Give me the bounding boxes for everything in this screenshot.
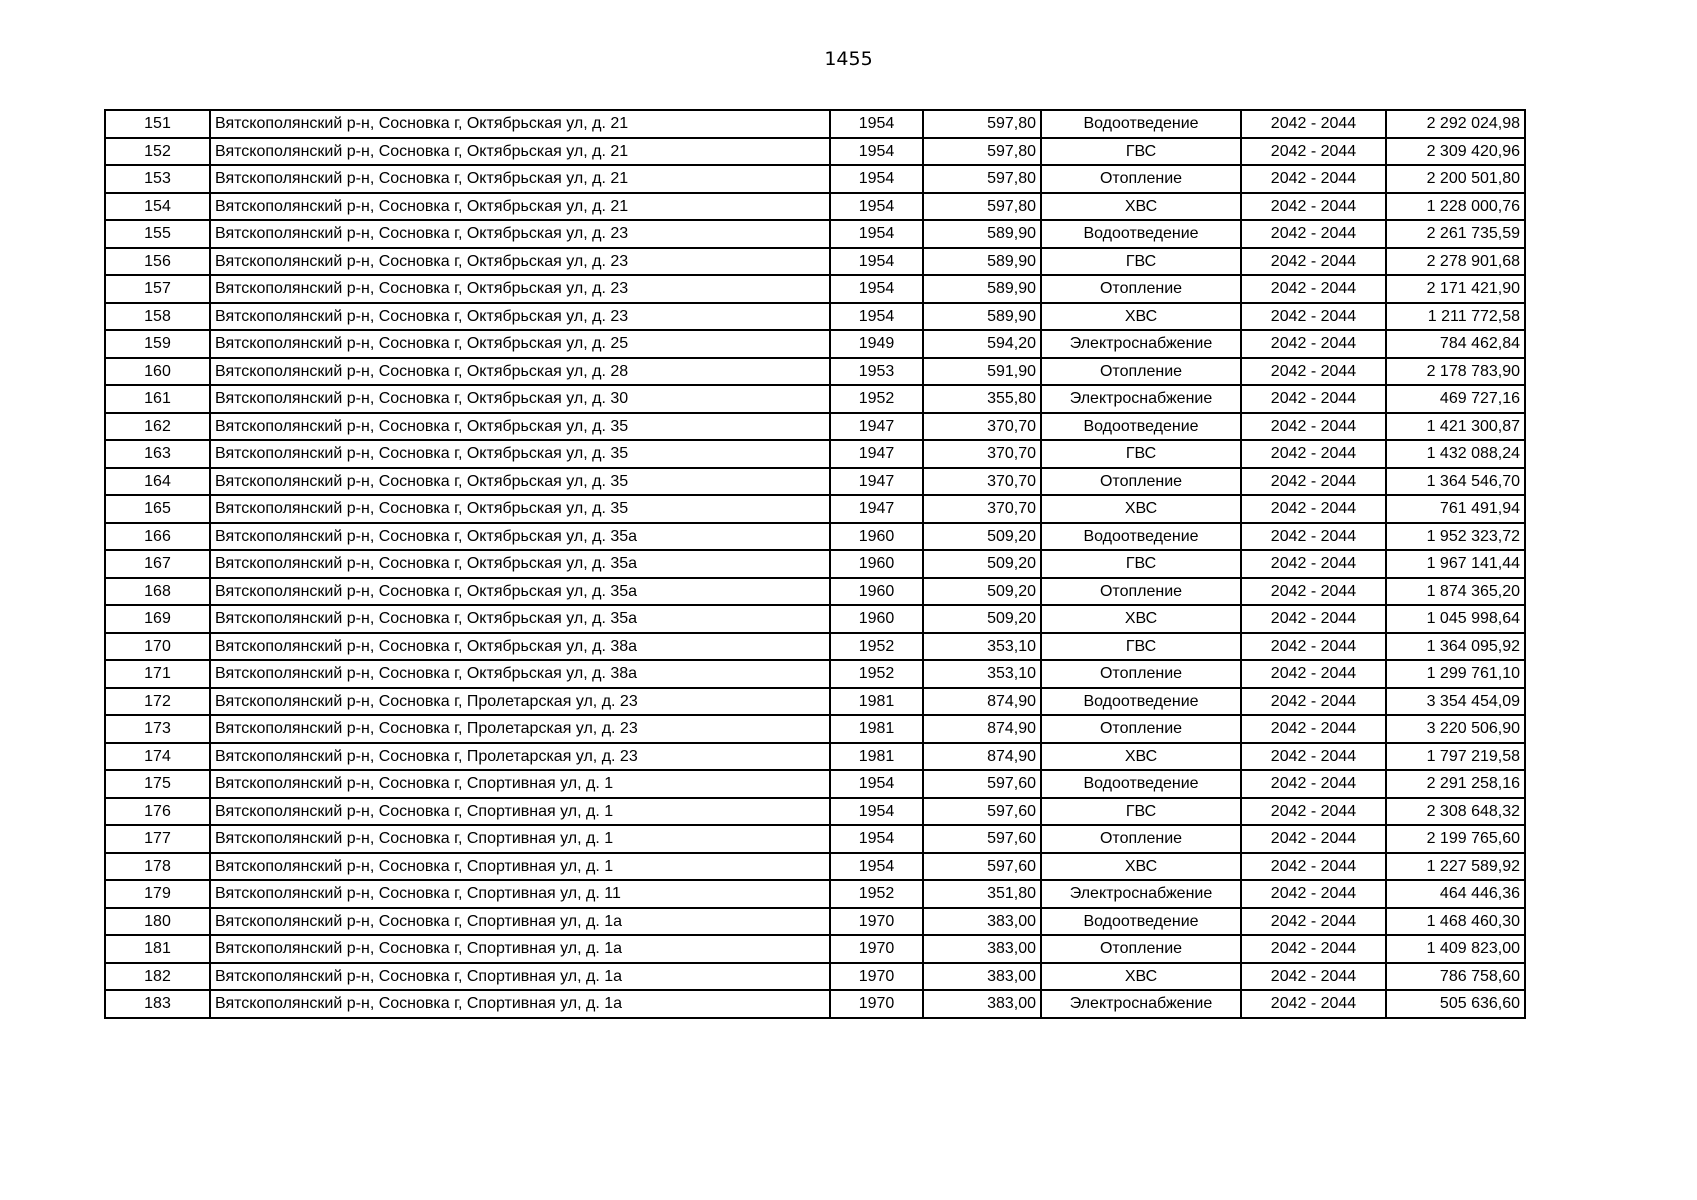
build-year-cell: 1954 <box>830 825 923 853</box>
period-cell: 2042 - 2044 <box>1241 935 1386 963</box>
table-row <box>105 880 1525 908</box>
build-year-cell: 1954 <box>830 303 923 331</box>
cost-cell: 1 874 365,20 <box>1386 578 1525 606</box>
table-row <box>105 303 1525 331</box>
row-number-cell: 167 <box>105 550 210 578</box>
period-cell: 2042 - 2044 <box>1241 413 1386 441</box>
period-cell: 2042 - 2044 <box>1241 303 1386 331</box>
build-year-cell: 1954 <box>830 220 923 248</box>
work-type-cell: ХВС <box>1041 743 1241 771</box>
address-cell: Вятскополянский р-н, Сосновка г, Спортивная ул, д. 1а <box>210 963 830 991</box>
work-type-cell: Водоотведение <box>1041 413 1241 441</box>
address-cell: Вятскополянский р-н, Сосновка г, Пролетарская ул, д. 23 <box>210 688 830 716</box>
area-cell: 597,80 <box>923 138 1041 166</box>
build-year-cell: 1970 <box>830 908 923 936</box>
table-row <box>105 165 1525 193</box>
row-number-cell: 182 <box>105 963 210 991</box>
table-row <box>105 825 1525 853</box>
table-row <box>105 990 1525 1018</box>
area-cell: 597,80 <box>923 110 1041 138</box>
page-number: 1455 <box>824 48 873 70</box>
period-cell: 2042 - 2044 <box>1241 440 1386 468</box>
build-year-cell: 1954 <box>830 248 923 276</box>
table-row <box>105 413 1525 441</box>
build-year-cell: 1970 <box>830 990 923 1018</box>
address-cell: Вятскополянский р-н, Сосновка г, Октябрьская ул, д. 21 <box>210 110 830 138</box>
period-cell: 2042 - 2044 <box>1241 798 1386 826</box>
period-cell: 2042 - 2044 <box>1241 165 1386 193</box>
area-cell: 589,90 <box>923 248 1041 276</box>
build-year-cell: 1952 <box>830 880 923 908</box>
address-cell: Вятскополянский р-н, Сосновка г, Октябрьская ул, д. 21 <box>210 165 830 193</box>
address-cell: Вятскополянский р-н, Сосновка г, Пролетарская ул, д. 23 <box>210 715 830 743</box>
area-cell: 353,10 <box>923 660 1041 688</box>
cost-cell: 786 758,60 <box>1386 963 1525 991</box>
period-cell: 2042 - 2044 <box>1241 688 1386 716</box>
address-cell: Вятскополянский р-н, Сосновка г, Спортивная ул, д. 1 <box>210 853 830 881</box>
cost-cell: 2 292 024,98 <box>1386 110 1525 138</box>
cost-cell: 1 364 546,70 <box>1386 468 1525 496</box>
cost-cell: 2 261 735,59 <box>1386 220 1525 248</box>
area-cell: 589,90 <box>923 303 1041 331</box>
row-number-cell: 174 <box>105 743 210 771</box>
period-cell: 2042 - 2044 <box>1241 963 1386 991</box>
build-year-cell: 1952 <box>830 660 923 688</box>
work-type-cell: ХВС <box>1041 853 1241 881</box>
table-row <box>105 440 1525 468</box>
cost-cell: 2 278 901,68 <box>1386 248 1525 276</box>
area-cell: 591,90 <box>923 358 1041 386</box>
period-cell: 2042 - 2044 <box>1241 908 1386 936</box>
cost-cell: 3 354 454,09 <box>1386 688 1525 716</box>
build-year-cell: 1954 <box>830 798 923 826</box>
build-year-cell: 1954 <box>830 165 923 193</box>
area-cell: 370,70 <box>923 413 1041 441</box>
period-cell: 2042 - 2044 <box>1241 358 1386 386</box>
work-type-cell: Водоотведение <box>1041 523 1241 551</box>
address-cell: Вятскополянский р-н, Сосновка г, Октябрьская ул, д. 35 <box>210 440 830 468</box>
cost-cell: 2 178 783,90 <box>1386 358 1525 386</box>
row-number-cell: 158 <box>105 303 210 331</box>
build-year-cell: 1954 <box>830 275 923 303</box>
table-row <box>105 688 1525 716</box>
period-cell: 2042 - 2044 <box>1241 605 1386 633</box>
period-cell: 2042 - 2044 <box>1241 990 1386 1018</box>
cost-cell: 1 211 772,58 <box>1386 303 1525 331</box>
build-year-cell: 1952 <box>830 633 923 661</box>
work-type-cell: ГВС <box>1041 138 1241 166</box>
area-cell: 509,20 <box>923 550 1041 578</box>
cost-cell: 1 421 300,87 <box>1386 413 1525 441</box>
row-number-cell: 154 <box>105 193 210 221</box>
area-cell: 597,60 <box>923 825 1041 853</box>
address-cell: Вятскополянский р-н, Сосновка г, Октябрьская ул, д. 25 <box>210 330 830 358</box>
row-number-cell: 183 <box>105 990 210 1018</box>
table-row <box>105 798 1525 826</box>
address-cell: Вятскополянский р-н, Сосновка г, Октябрьская ул, д. 21 <box>210 193 830 221</box>
row-number-cell: 169 <box>105 605 210 633</box>
cost-cell: 2 309 420,96 <box>1386 138 1525 166</box>
cost-cell: 1 967 141,44 <box>1386 550 1525 578</box>
period-cell: 2042 - 2044 <box>1241 495 1386 523</box>
area-cell: 597,60 <box>923 770 1041 798</box>
period-cell: 2042 - 2044 <box>1241 660 1386 688</box>
cost-cell: 1 952 323,72 <box>1386 523 1525 551</box>
period-cell: 2042 - 2044 <box>1241 880 1386 908</box>
address-cell: Вятскополянский р-н, Сосновка г, Спортивная ул, д. 11 <box>210 880 830 908</box>
table-row <box>105 220 1525 248</box>
build-year-cell: 1981 <box>830 743 923 771</box>
area-cell: 594,20 <box>923 330 1041 358</box>
build-year-cell: 1970 <box>830 935 923 963</box>
period-cell: 2042 - 2044 <box>1241 550 1386 578</box>
cost-cell: 1 797 219,58 <box>1386 743 1525 771</box>
area-cell: 589,90 <box>923 275 1041 303</box>
address-cell: Вятскополянский р-н, Сосновка г, Октябрьская ул, д. 35а <box>210 523 830 551</box>
build-year-cell: 1949 <box>830 330 923 358</box>
cost-cell: 464 446,36 <box>1386 880 1525 908</box>
build-year-cell: 1954 <box>830 138 923 166</box>
row-number-cell: 168 <box>105 578 210 606</box>
work-type-cell: Отопление <box>1041 935 1241 963</box>
row-number-cell: 173 <box>105 715 210 743</box>
cost-cell: 2 291 258,16 <box>1386 770 1525 798</box>
period-cell: 2042 - 2044 <box>1241 578 1386 606</box>
row-number-cell: 177 <box>105 825 210 853</box>
address-cell: Вятскополянский р-н, Сосновка г, Спортивная ул, д. 1а <box>210 908 830 936</box>
address-cell: Вятскополянский р-н, Сосновка г, Октябрьская ул, д. 35 <box>210 468 830 496</box>
build-year-cell: 1954 <box>830 853 923 881</box>
address-cell: Вятскополянский р-н, Сосновка г, Октябрьская ул, д. 35а <box>210 605 830 633</box>
address-cell: Вятскополянский р-н, Сосновка г, Октябрьская ул, д. 30 <box>210 385 830 413</box>
table-row <box>105 138 1525 166</box>
area-cell: 383,00 <box>923 963 1041 991</box>
area-cell: 874,90 <box>923 743 1041 771</box>
period-cell: 2042 - 2044 <box>1241 743 1386 771</box>
period-cell: 2042 - 2044 <box>1241 275 1386 303</box>
address-cell: Вятскополянский р-н, Сосновка г, Октябрьская ул, д. 38а <box>210 660 830 688</box>
table-row <box>105 358 1525 386</box>
row-number-cell: 160 <box>105 358 210 386</box>
build-year-cell: 1952 <box>830 385 923 413</box>
work-type-cell: Водоотведение <box>1041 908 1241 936</box>
table-row <box>105 605 1525 633</box>
work-type-cell: Водоотведение <box>1041 688 1241 716</box>
table-row <box>105 495 1525 523</box>
work-type-cell: ХВС <box>1041 303 1241 331</box>
area-cell: 370,70 <box>923 495 1041 523</box>
build-year-cell: 1960 <box>830 605 923 633</box>
row-number-cell: 178 <box>105 853 210 881</box>
cost-cell: 2 308 648,32 <box>1386 798 1525 826</box>
table-row <box>105 248 1525 276</box>
row-number-cell: 157 <box>105 275 210 303</box>
period-cell: 2042 - 2044 <box>1241 853 1386 881</box>
address-cell: Вятскополянский р-н, Сосновка г, Октябрьская ул, д. 35 <box>210 495 830 523</box>
cost-cell: 3 220 506,90 <box>1386 715 1525 743</box>
cost-cell: 1 409 823,00 <box>1386 935 1525 963</box>
cost-cell: 2 200 501,80 <box>1386 165 1525 193</box>
period-cell: 2042 - 2044 <box>1241 825 1386 853</box>
work-type-cell: Электроснабжение <box>1041 990 1241 1018</box>
period-cell: 2042 - 2044 <box>1241 385 1386 413</box>
address-cell: Вятскополянский р-н, Сосновка г, Октябрьская ул, д. 23 <box>210 220 830 248</box>
row-number-cell: 161 <box>105 385 210 413</box>
area-cell: 383,00 <box>923 990 1041 1018</box>
work-type-cell: Отопление <box>1041 825 1241 853</box>
cost-cell: 784 462,84 <box>1386 330 1525 358</box>
build-year-cell: 1981 <box>830 688 923 716</box>
table-row <box>105 468 1525 496</box>
work-type-cell: Отопление <box>1041 275 1241 303</box>
work-type-cell: ГВС <box>1041 550 1241 578</box>
row-number-cell: 164 <box>105 468 210 496</box>
address-cell: Вятскополянский р-н, Сосновка г, Октябрьская ул, д. 23 <box>210 275 830 303</box>
registry-table <box>104 109 1526 1019</box>
work-type-cell: Электроснабжение <box>1041 385 1241 413</box>
address-cell: Вятскополянский р-н, Сосновка г, Спортивная ул, д. 1а <box>210 990 830 1018</box>
row-number-cell: 159 <box>105 330 210 358</box>
build-year-cell: 1953 <box>830 358 923 386</box>
area-cell: 597,80 <box>923 165 1041 193</box>
area-cell: 597,80 <box>923 193 1041 221</box>
work-type-cell: Отопление <box>1041 578 1241 606</box>
table-row <box>105 578 1525 606</box>
period-cell: 2042 - 2044 <box>1241 138 1386 166</box>
build-year-cell: 1970 <box>830 963 923 991</box>
address-cell: Вятскополянский р-н, Сосновка г, Октябрьская ул, д. 38а <box>210 633 830 661</box>
table-row <box>105 908 1525 936</box>
work-type-cell: ГВС <box>1041 248 1241 276</box>
period-cell: 2042 - 2044 <box>1241 468 1386 496</box>
work-type-cell: Электроснабжение <box>1041 880 1241 908</box>
address-cell: Вятскополянский р-н, Сосновка г, Спортивная ул, д. 1а <box>210 935 830 963</box>
area-cell: 370,70 <box>923 440 1041 468</box>
build-year-cell: 1981 <box>830 715 923 743</box>
row-number-cell: 153 <box>105 165 210 193</box>
cost-cell: 1 364 095,92 <box>1386 633 1525 661</box>
cost-cell: 2 199 765,60 <box>1386 825 1525 853</box>
cost-cell: 505 636,60 <box>1386 990 1525 1018</box>
table-row <box>105 385 1525 413</box>
work-type-cell: Водоотведение <box>1041 220 1241 248</box>
area-cell: 383,00 <box>923 908 1041 936</box>
address-cell: Вятскополянский р-н, Сосновка г, Спортивная ул, д. 1 <box>210 798 830 826</box>
period-cell: 2042 - 2044 <box>1241 770 1386 798</box>
table-row <box>105 633 1525 661</box>
address-cell: Вятскополянский р-н, Сосновка г, Октябрьская ул, д. 28 <box>210 358 830 386</box>
table-row <box>105 660 1525 688</box>
area-cell: 351,80 <box>923 880 1041 908</box>
row-number-cell: 172 <box>105 688 210 716</box>
work-type-cell: Отопление <box>1041 165 1241 193</box>
table-row <box>105 963 1525 991</box>
work-type-cell: ГВС <box>1041 440 1241 468</box>
cost-cell: 1 432 088,24 <box>1386 440 1525 468</box>
area-cell: 597,60 <box>923 798 1041 826</box>
work-type-cell: Отопление <box>1041 468 1241 496</box>
area-cell: 355,80 <box>923 385 1041 413</box>
address-cell: Вятскополянский р-н, Сосновка г, Октябрьская ул, д. 35а <box>210 550 830 578</box>
work-type-cell: Отопление <box>1041 358 1241 386</box>
row-number-cell: 181 <box>105 935 210 963</box>
table-row <box>105 110 1525 138</box>
address-cell: Вятскополянский р-н, Сосновка г, Пролетарская ул, д. 23 <box>210 743 830 771</box>
table-row <box>105 715 1525 743</box>
work-type-cell: Отопление <box>1041 715 1241 743</box>
row-number-cell: 175 <box>105 770 210 798</box>
build-year-cell: 1947 <box>830 413 923 441</box>
row-number-cell: 179 <box>105 880 210 908</box>
table-row <box>105 523 1525 551</box>
table-row <box>105 193 1525 221</box>
work-type-cell: Отопление <box>1041 660 1241 688</box>
area-cell: 370,70 <box>923 468 1041 496</box>
work-type-cell: ХВС <box>1041 495 1241 523</box>
row-number-cell: 176 <box>105 798 210 826</box>
table-row <box>105 275 1525 303</box>
row-number-cell: 162 <box>105 413 210 441</box>
area-cell: 597,60 <box>923 853 1041 881</box>
area-cell: 589,90 <box>923 220 1041 248</box>
work-type-cell: Водоотведение <box>1041 110 1241 138</box>
table-row <box>105 550 1525 578</box>
cost-cell: 1 468 460,30 <box>1386 908 1525 936</box>
area-cell: 509,20 <box>923 578 1041 606</box>
cost-cell: 1 045 998,64 <box>1386 605 1525 633</box>
build-year-cell: 1960 <box>830 578 923 606</box>
period-cell: 2042 - 2044 <box>1241 633 1386 661</box>
period-cell: 2042 - 2044 <box>1241 715 1386 743</box>
work-type-cell: ГВС <box>1041 798 1241 826</box>
address-cell: Вятскополянский р-н, Сосновка г, Октябрьская ул, д. 35 <box>210 413 830 441</box>
work-type-cell: ГВС <box>1041 633 1241 661</box>
address-cell: Вятскополянский р-н, Сосновка г, Октябрьская ул, д. 35а <box>210 578 830 606</box>
build-year-cell: 1947 <box>830 468 923 496</box>
row-number-cell: 156 <box>105 248 210 276</box>
row-number-cell: 165 <box>105 495 210 523</box>
work-type-cell: Водоотведение <box>1041 770 1241 798</box>
address-cell: Вятскополянский р-н, Сосновка г, Октябрьская ул, д. 23 <box>210 303 830 331</box>
table-row <box>105 743 1525 771</box>
row-number-cell: 163 <box>105 440 210 468</box>
build-year-cell: 1947 <box>830 440 923 468</box>
row-number-cell: 166 <box>105 523 210 551</box>
row-number-cell: 170 <box>105 633 210 661</box>
area-cell: 874,90 <box>923 688 1041 716</box>
work-type-cell: ХВС <box>1041 963 1241 991</box>
cost-cell: 1 227 589,92 <box>1386 853 1525 881</box>
table-row <box>105 770 1525 798</box>
address-cell: Вятскополянский р-н, Сосновка г, Спортивная ул, д. 1 <box>210 770 830 798</box>
period-cell: 2042 - 2044 <box>1241 523 1386 551</box>
cost-cell: 2 171 421,90 <box>1386 275 1525 303</box>
row-number-cell: 180 <box>105 908 210 936</box>
row-number-cell: 152 <box>105 138 210 166</box>
table-row <box>105 935 1525 963</box>
build-year-cell: 1954 <box>830 110 923 138</box>
table-row <box>105 853 1525 881</box>
cost-cell: 469 727,16 <box>1386 385 1525 413</box>
registry-table-body <box>105 110 1525 1018</box>
period-cell: 2042 - 2044 <box>1241 220 1386 248</box>
period-cell: 2042 - 2044 <box>1241 248 1386 276</box>
address-cell: Вятскополянский р-н, Сосновка г, Октябрьская ул, д. 23 <box>210 248 830 276</box>
period-cell: 2042 - 2044 <box>1241 193 1386 221</box>
build-year-cell: 1947 <box>830 495 923 523</box>
cost-cell: 1 228 000,76 <box>1386 193 1525 221</box>
row-number-cell: 171 <box>105 660 210 688</box>
area-cell: 353,10 <box>923 633 1041 661</box>
address-cell: Вятскополянский р-н, Сосновка г, Октябрьская ул, д. 21 <box>210 138 830 166</box>
table-row <box>105 330 1525 358</box>
work-type-cell: ХВС <box>1041 605 1241 633</box>
work-type-cell: ХВС <box>1041 193 1241 221</box>
work-type-cell: Электроснабжение <box>1041 330 1241 358</box>
build-year-cell: 1954 <box>830 193 923 221</box>
build-year-cell: 1960 <box>830 523 923 551</box>
period-cell: 2042 - 2044 <box>1241 110 1386 138</box>
cost-cell: 1 299 761,10 <box>1386 660 1525 688</box>
row-number-cell: 151 <box>105 110 210 138</box>
period-cell: 2042 - 2044 <box>1241 330 1386 358</box>
build-year-cell: 1960 <box>830 550 923 578</box>
area-cell: 874,90 <box>923 715 1041 743</box>
address-cell: Вятскополянский р-н, Сосновка г, Спортивная ул, д. 1 <box>210 825 830 853</box>
area-cell: 509,20 <box>923 605 1041 633</box>
build-year-cell: 1954 <box>830 770 923 798</box>
area-cell: 383,00 <box>923 935 1041 963</box>
area-cell: 509,20 <box>923 523 1041 551</box>
cost-cell: 761 491,94 <box>1386 495 1525 523</box>
row-number-cell: 155 <box>105 220 210 248</box>
